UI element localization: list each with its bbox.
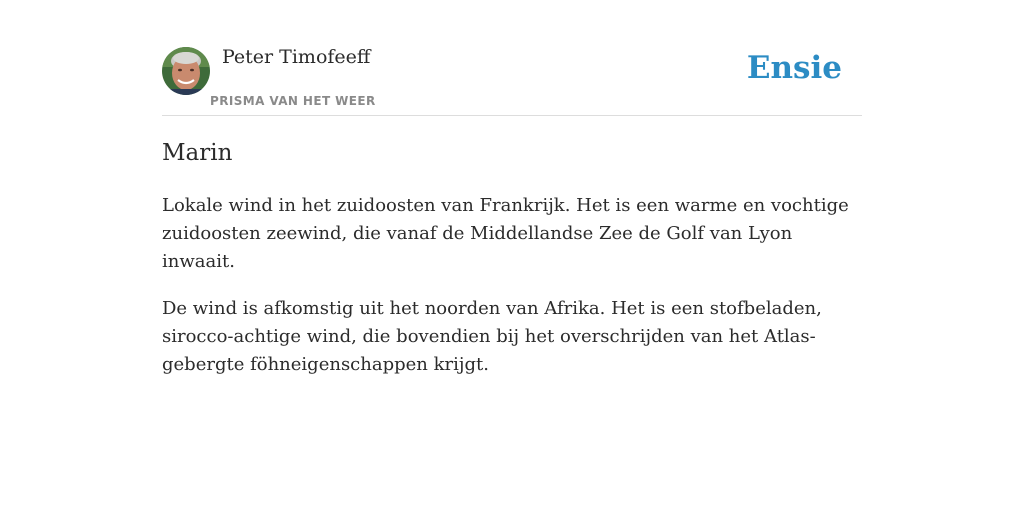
entry-paragraph: Lokale wind in het zuidoosten van Frankrijk. Het is een warme en vochtige zuidoosten zeewind, die vanaf de Middellandse Zee de Golf van Lyon inwaait. xyxy=(162,195,849,272)
entry-paragraph: De wind is afkomstig uit het noorden van Afrika. Het is een stofbeladen, sirocco-achtige wind, die bovendien bij het overschrijden van het Atlas-gebergte föhneigenschappen krijgt. xyxy=(162,298,822,375)
entry-card xyxy=(162,0,862,512)
author-avatar[interactable] xyxy=(162,47,210,95)
author-name[interactable]: Peter Timofeeff xyxy=(222,46,371,68)
entry-title: Marin xyxy=(162,140,233,166)
entry-header xyxy=(162,0,862,116)
ensie-logo-link[interactable]: Ensie xyxy=(746,50,842,86)
author-photo-icon xyxy=(162,47,210,95)
entry-body xyxy=(162,192,862,398)
book-title[interactable]: PRISMA VAN HET WEER xyxy=(210,94,376,108)
